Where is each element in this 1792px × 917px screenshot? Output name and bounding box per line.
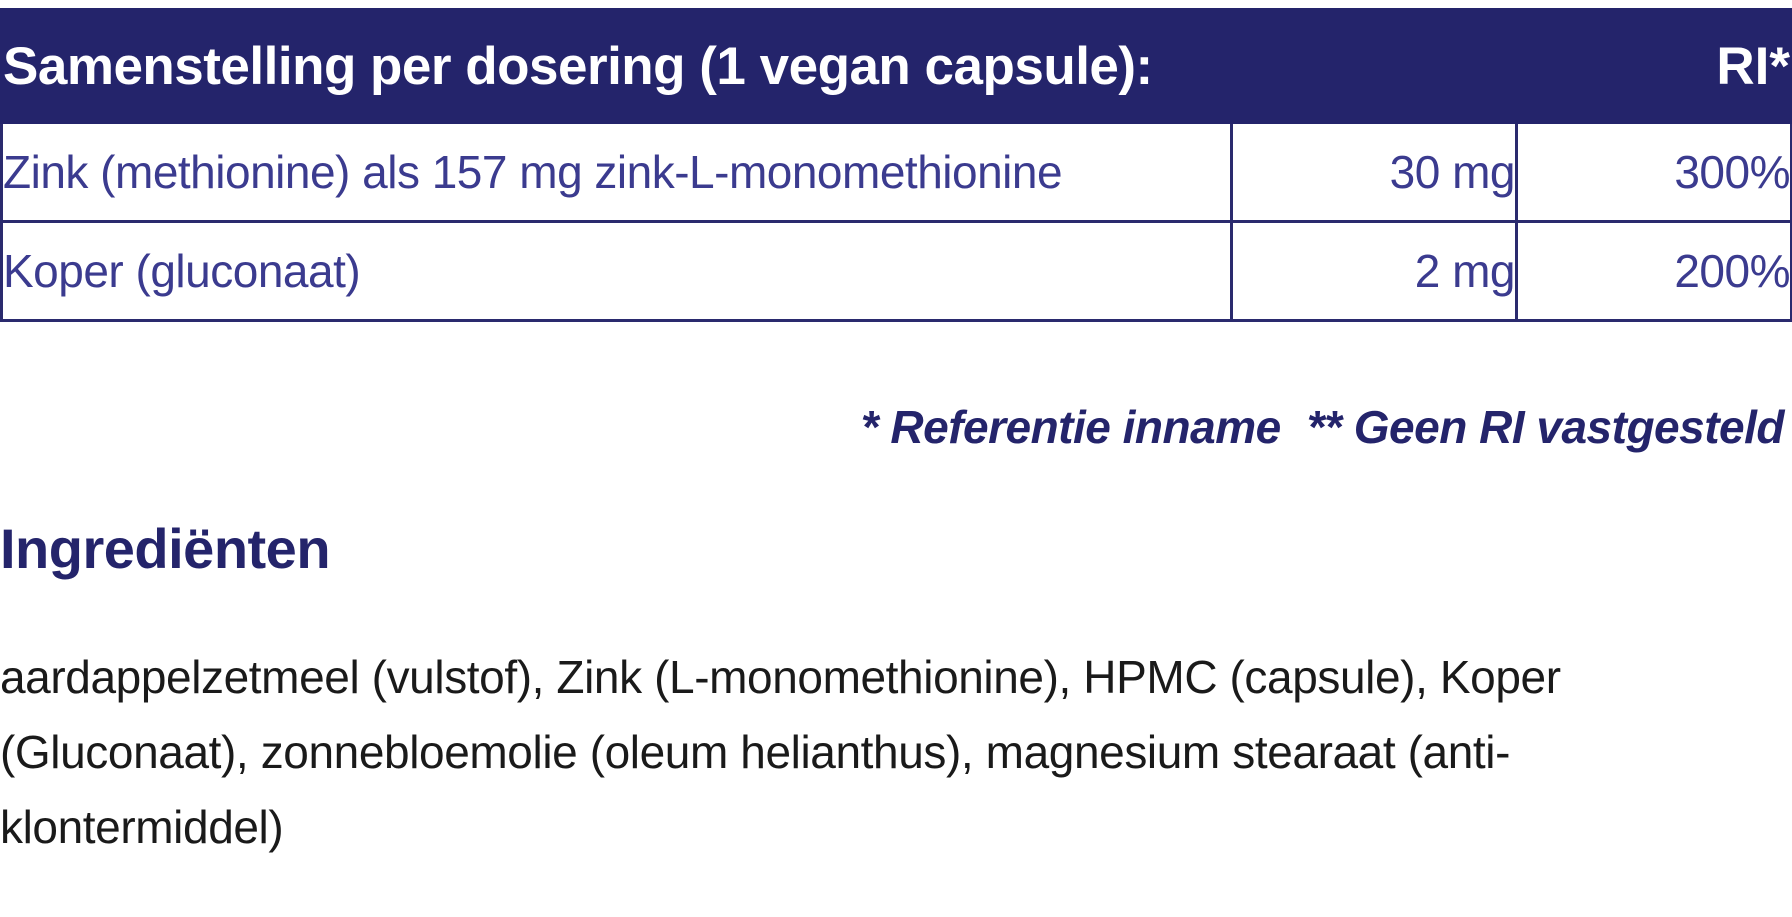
footnote-no-ri: ** Geen RI vastgesteld: [1306, 401, 1784, 453]
nutrient-name: Zink (methionine) als 157 mg zink-L-monomethionine: [2, 123, 1232, 222]
ingredients-text: aardappelzetmeel (vulstof), Zink (L-monomethionine), HPMC (capsule), Koper (Gluconaat), zonnebloemolie (oleum helianthus), magnesium stearaat (anti-klontermiddel): [0, 651, 1561, 853]
footnote: [0, 400, 1790, 454]
table-header-title: Samenstelling per dosering (1 vegan capsule):: [2, 10, 1517, 123]
footnote-ri: * Referentie inname: [860, 401, 1281, 453]
ingredients-heading: Ingrediënten: [0, 517, 331, 580]
table-row: [2, 222, 1792, 321]
nutrient-name: Koper (gluconaat): [2, 222, 1232, 321]
nutrient-ri: 300%: [1517, 123, 1792, 222]
nutrient-amount: 30 mg: [1232, 123, 1517, 222]
nutrient-ri: 200%: [1517, 222, 1792, 321]
nutrition-table: [0, 8, 1792, 322]
table-header-ri: RI*: [1517, 10, 1792, 123]
table-row: [2, 123, 1792, 222]
table-header-row: [2, 10, 1792, 123]
nutrient-amount: 2 mg: [1232, 222, 1517, 321]
